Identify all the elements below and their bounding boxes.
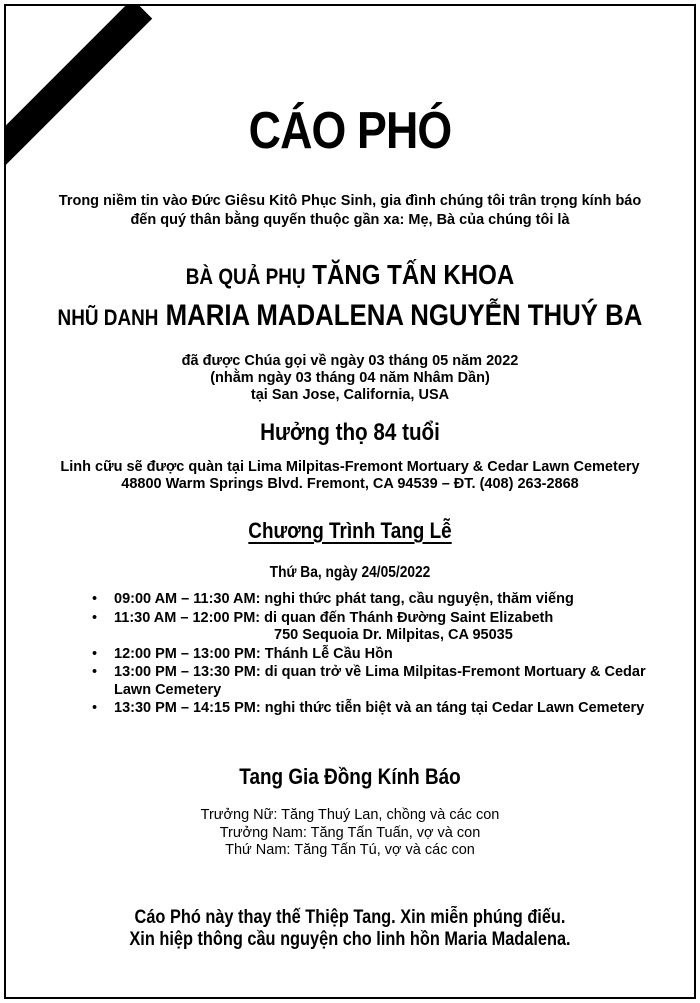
bullet-icon: • [92, 664, 98, 680]
death-line-2: (nhằm ngày 03 tháng 04 năm Nhâm Dần) [210, 370, 490, 386]
intro-line-1: Trong niềm tin vào Đức Giêsu Kitô Phục Sinh, gia đình chúng tôi trân trọng kính báo [58, 193, 642, 209]
death-info [6, 353, 694, 404]
intro-line-2: đến quý thân bằng quyến thuộc gần xa: Mẹ, Bà của chúng tôi là [130, 212, 570, 228]
burial-line-1: Linh cữu sẽ được quàn tại Lima Milpitas-Fremont Mortuary & Cedar Lawn Cemetery [60, 459, 640, 475]
family-member: Trưởng Nam: Tăng Tấn Tuấn, vợ và con [219, 824, 481, 841]
obituary-page [4, 4, 696, 999]
closing-note [54, 907, 646, 951]
closing-line-1: Cáo Phó này thay thế Thiệp Tang. Xin miễn phúng điếu. [134, 907, 566, 928]
death-line-3: tại San Jose, California, USA [250, 387, 450, 403]
prefix-maiden: NHŨ DANH [57, 305, 159, 330]
bullet-icon: • [92, 700, 98, 716]
program-heading-text: Chương Trình Tang Lễ [248, 518, 452, 543]
page-title: CÁO PHÓ [248, 102, 452, 160]
prefix-widow: BÀ QUẢ PHỤ [185, 264, 306, 289]
program-date: Thứ Ba, ngày 24/05/2022 [269, 564, 431, 581]
deceased-maiden-line [54, 299, 646, 333]
husband-name: TĂNG TẤN KHOA [312, 259, 515, 290]
schedule-item [92, 700, 652, 718]
bullet-icon: • [92, 591, 98, 607]
deceased-husband-line [54, 259, 646, 291]
schedule-item-text: 13:00 PM – 13:30 PM: di quan trở về Lima Milpitas-Fremont Mortuary & Cedar Lawn Cemetery [114, 664, 646, 698]
schedule-item [92, 591, 652, 609]
death-line-1: đã được Chúa gọi về ngày 03 tháng 05 năm 2022 [181, 353, 519, 369]
schedule-item-text: 13:30 PM – 14:15 PM: nghi thức tiễn biệt và an táng tại Cedar Lawn Cemetery [114, 700, 645, 716]
age-heading: Hưởng thọ 84 tuổi [260, 419, 440, 446]
schedule-list [92, 591, 652, 719]
burial-line-2: 48800 Warm Springs Blvd. Fremont, CA 94539 – ĐT. (408) 263-2868 [121, 476, 579, 492]
schedule-item [92, 646, 652, 664]
schedule-item [92, 664, 652, 699]
schedule-item-text: 09:00 AM – 11:30 AM: nghi thức phát tang, cầu nguyện, thăm viếng [114, 591, 574, 607]
bullet-icon: • [92, 645, 98, 662]
maiden-name: MARIA MADALENA NGUYỄN THUÝ BA [165, 299, 643, 332]
family-member: Trưởng Nữ: Tăng Thuý Lan, chồng và các con [200, 807, 500, 823]
closing-line-2: Xin hiệp thông cầu nguyện cho linh hồn Maria Madalena. [129, 929, 571, 950]
schedule-item [92, 610, 652, 645]
schedule-item-text: 12:00 PM – 13:00 PM: Thánh Lễ Cầu Hồn [114, 645, 393, 662]
schedule-item-text: 11:30 AM – 12:00 PM: di quan đến Thánh Đường Saint Elizabeth [114, 609, 554, 626]
family-heading: Tang Gia Đồng Kính Báo [239, 764, 461, 789]
intro-text [6, 192, 694, 230]
schedule-item-address: 750 Sequoia Dr. Milpitas, CA 95035 [274, 627, 513, 643]
family-members [6, 807, 694, 860]
program-heading [54, 518, 646, 544]
family-member: Thứ Nam: Tăng Tấn Tú, vợ và các con [225, 842, 475, 858]
burial-info [6, 459, 694, 493]
bullet-icon: • [92, 609, 98, 626]
